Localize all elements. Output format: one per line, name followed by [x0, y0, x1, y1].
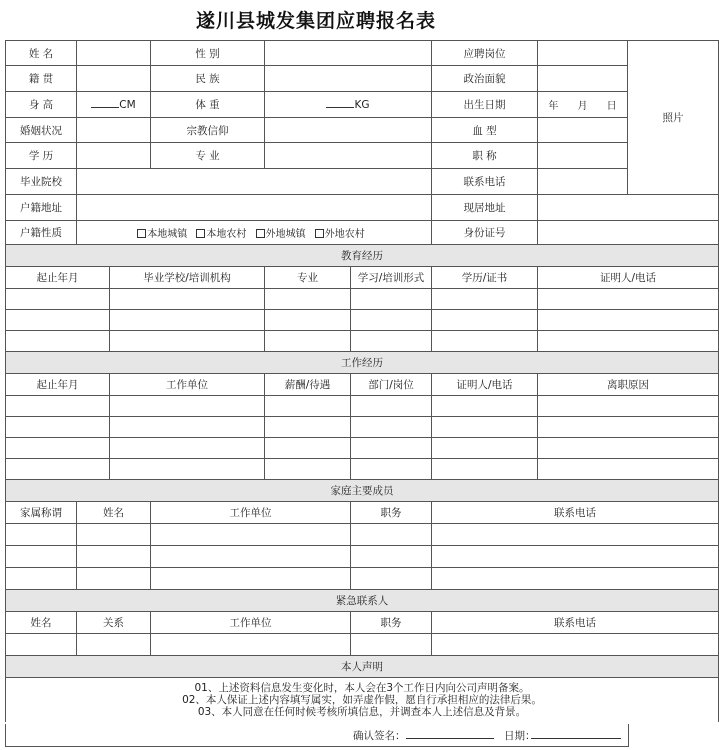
input-current-addr[interactable] [538, 195, 719, 221]
cell[interactable] [351, 546, 432, 568]
cell[interactable] [265, 417, 351, 438]
cell[interactable] [432, 634, 719, 656]
cell[interactable] [110, 331, 265, 352]
checkbox-icon[interactable] [196, 229, 205, 238]
table-row [6, 568, 719, 590]
label-native: 籍 贯 [6, 66, 77, 92]
emergency-col-company: 工作单位 [151, 612, 351, 634]
cell[interactable] [265, 310, 351, 331]
height-unit: CM [119, 99, 136, 111]
cell[interactable] [351, 568, 432, 590]
family-col-duty: 职务 [351, 502, 432, 524]
cell[interactable] [432, 459, 538, 480]
signature-area [5, 724, 629, 747]
photo-box[interactable]: 照片 [628, 41, 719, 195]
input-weight[interactable] [265, 92, 432, 118]
cell[interactable] [6, 289, 110, 310]
declaration-text [6, 678, 719, 722]
input-marital[interactable] [77, 118, 151, 143]
cell[interactable] [432, 524, 719, 546]
cell[interactable] [432, 417, 538, 438]
input-phone[interactable] [538, 169, 628, 195]
label-education: 学 历 [6, 143, 77, 169]
cell[interactable] [6, 396, 110, 417]
cell[interactable] [351, 459, 432, 480]
cell[interactable] [6, 634, 77, 656]
cell[interactable] [265, 331, 351, 352]
cell[interactable] [265, 396, 351, 417]
cell[interactable] [351, 438, 432, 459]
edu-col-school: 毕业学校/培训机构 [110, 267, 265, 289]
cell[interactable] [151, 568, 351, 590]
edu-col-degree: 学历/证书 [432, 267, 538, 289]
input-height[interactable] [77, 92, 151, 118]
input-native[interactable] [77, 66, 151, 92]
input-gender[interactable] [265, 41, 432, 66]
cell[interactable] [110, 438, 265, 459]
section-family: 家庭主要成员 [6, 480, 719, 502]
input-id-number[interactable] [538, 221, 719, 245]
table-row [6, 459, 719, 480]
application-form [5, 40, 719, 722]
table-row [6, 310, 719, 331]
label-political: 政治面貌 [432, 66, 538, 92]
input-religion[interactable] [265, 118, 432, 143]
date-input[interactable] [531, 738, 621, 739]
hukou-type-options [77, 221, 432, 245]
cell[interactable] [538, 459, 719, 480]
input-birth[interactable] [538, 92, 628, 118]
checkbox-icon[interactable] [256, 229, 265, 238]
cell[interactable] [77, 568, 151, 590]
label-blood: 血 型 [432, 118, 538, 143]
family-col-name: 姓名 [77, 502, 151, 524]
label-school: 毕业院校 [6, 169, 77, 195]
cell[interactable] [77, 524, 151, 546]
cell[interactable] [6, 524, 77, 546]
cell[interactable] [110, 417, 265, 438]
emergency-col-relation: 关系 [77, 612, 151, 634]
section-declaration: 本人声明 [6, 656, 719, 678]
cell[interactable] [538, 310, 719, 331]
option-local-urban[interactable]: 本地城镇 [137, 229, 187, 240]
label-gender: 性 别 [151, 41, 265, 66]
work-col-period: 起止年月 [6, 374, 110, 396]
table-row [6, 417, 719, 438]
cell[interactable] [351, 634, 432, 656]
cell[interactable] [538, 396, 719, 417]
cell[interactable] [538, 417, 719, 438]
cell[interactable] [77, 546, 151, 568]
option-local-rural[interactable]: 本地农村 [196, 229, 246, 240]
input-political[interactable] [538, 66, 628, 92]
label-ethnicity: 民 族 [151, 66, 265, 92]
label-major: 专 业 [151, 143, 265, 169]
weight-unit: KG [354, 99, 370, 111]
table-row [6, 524, 719, 546]
label-birth: 出生日期 [432, 92, 538, 118]
label-marital: 婚姻状况 [6, 118, 77, 143]
table-row [6, 634, 719, 656]
section-education: 教育经历 [6, 245, 719, 267]
cell[interactable] [6, 568, 77, 590]
cell[interactable] [351, 310, 432, 331]
declaration-line-1: 01、上述资料信息发生变化时，本人会在3个工作日内向公司声明备案。 [194, 682, 530, 694]
birth-year: 年 [548, 101, 559, 112]
label-weight: 体 重 [151, 92, 265, 118]
checkbox-icon[interactable] [315, 229, 324, 238]
birth-month: 月 [577, 101, 588, 112]
label-hukou-addr: 户籍地址 [6, 195, 77, 221]
cell[interactable] [6, 438, 110, 459]
label-religion: 宗教信仰 [151, 118, 265, 143]
cell[interactable] [351, 417, 432, 438]
family-col-relation: 家属称谓 [6, 502, 77, 524]
page-title: 遂川县城发集团应聘报名表 [195, 10, 436, 32]
edu-col-reference: 证明人/电话 [538, 267, 719, 289]
label-current-addr: 现居地址 [432, 195, 538, 221]
cell[interactable] [6, 417, 110, 438]
input-school[interactable] [77, 169, 432, 195]
cell[interactable] [432, 438, 538, 459]
cell[interactable] [77, 634, 151, 656]
cell[interactable] [351, 289, 432, 310]
cell[interactable] [265, 438, 351, 459]
option-other-urban[interactable]: 外地城镇 [256, 229, 306, 240]
label-id-number: 身份证号 [432, 221, 538, 245]
input-title-job[interactable] [538, 143, 628, 169]
input-name[interactable] [77, 41, 151, 66]
cell[interactable] [432, 331, 538, 352]
label-position: 应聘岗位 [432, 41, 538, 66]
cell[interactable] [110, 289, 265, 310]
work-col-company: 工作单位 [110, 374, 265, 396]
edu-col-major: 专业 [265, 267, 351, 289]
family-col-company: 工作单位 [151, 502, 351, 524]
label-phone: 联系电话 [432, 169, 538, 195]
table-row [6, 289, 719, 310]
work-col-salary: 薪酬/待遇 [265, 374, 351, 396]
cell[interactable] [432, 289, 538, 310]
input-ethnicity[interactable] [265, 66, 432, 92]
birth-day: 日 [606, 101, 617, 112]
edu-col-period: 起止年月 [6, 267, 110, 289]
cell[interactable] [351, 396, 432, 417]
cell[interactable] [265, 289, 351, 310]
input-education[interactable] [77, 143, 151, 169]
input-blood[interactable] [538, 118, 628, 143]
cell[interactable] [432, 310, 538, 331]
label-hukou-type: 户籍性质 [6, 221, 77, 245]
declaration-line-2: 02、本人保证上述内容填写属实，如弄虚作假，愿自行承担相应的法律后果。 [182, 694, 542, 706]
emergency-col-phone: 联系电话 [432, 612, 719, 634]
cell[interactable] [110, 396, 265, 417]
family-col-phone: 联系电话 [432, 502, 719, 524]
cell[interactable] [151, 634, 351, 656]
cell[interactable] [6, 546, 77, 568]
cell[interactable] [432, 396, 538, 417]
cell[interactable] [538, 331, 719, 352]
cell[interactable] [110, 310, 265, 331]
work-col-reason: 离职原因 [538, 374, 719, 396]
table-row [6, 546, 719, 568]
cell[interactable] [6, 310, 110, 331]
signature-label: 确认签名： [353, 730, 406, 742]
input-hukou-addr[interactable] [77, 195, 432, 221]
input-major[interactable] [265, 143, 432, 169]
cell[interactable] [351, 524, 432, 546]
cell[interactable] [351, 331, 432, 352]
section-work: 工作经历 [6, 352, 719, 374]
date-label: 日期： [504, 730, 536, 742]
option-other-rural[interactable]: 外地农村 [315, 229, 365, 240]
section-emergency: 紧急联系人 [6, 590, 719, 612]
cell[interactable] [151, 546, 351, 568]
cell[interactable] [6, 331, 110, 352]
table-row [6, 438, 719, 459]
cell[interactable] [432, 568, 719, 590]
cell[interactable] [538, 289, 719, 310]
label-height: 身 高 [6, 92, 77, 118]
cell[interactable] [6, 459, 110, 480]
checkbox-icon[interactable] [137, 229, 146, 238]
table-row [6, 331, 719, 352]
input-position[interactable] [538, 41, 628, 66]
cell[interactable] [432, 546, 719, 568]
emergency-col-duty: 职务 [351, 612, 432, 634]
cell[interactable] [110, 459, 265, 480]
work-col-reference: 证明人/电话 [432, 374, 538, 396]
edu-col-form: 学习/培训形式 [351, 267, 432, 289]
cell[interactable] [265, 459, 351, 480]
signature-input[interactable] [406, 738, 494, 739]
cell[interactable] [538, 438, 719, 459]
cell[interactable] [151, 524, 351, 546]
declaration-line-3: 03、本人同意在任何时候考核所填信息，并调查本人上述信息及背景。 [197, 706, 527, 718]
table-row [6, 396, 719, 417]
emergency-col-name: 姓名 [6, 612, 77, 634]
label-title-job: 职 称 [432, 143, 538, 169]
work-col-dept: 部门/岗位 [351, 374, 432, 396]
label-name: 姓 名 [6, 41, 77, 66]
